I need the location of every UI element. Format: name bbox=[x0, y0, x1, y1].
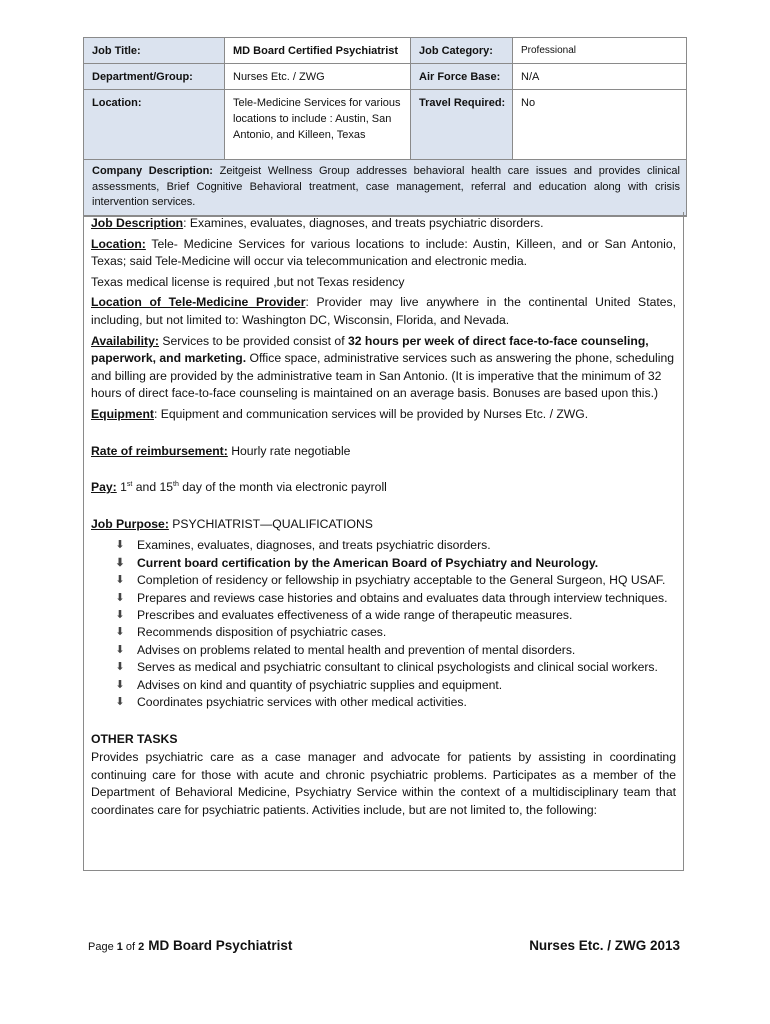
location-paragraph bbox=[91, 236, 676, 271]
qualification-text: Prescribes and evaluates effectiveness of a wide range of therapeutic measures. bbox=[137, 607, 573, 622]
page-number bbox=[88, 941, 144, 953]
down-arrow-bullet-icon: ⬇ bbox=[115, 643, 125, 656]
company-description-label: Company Description: bbox=[92, 165, 213, 177]
list-item bbox=[113, 677, 676, 694]
other-tasks-heading: OTHER TASKS bbox=[91, 732, 178, 747]
page-of: of bbox=[122, 941, 139, 953]
down-arrow-bullet-icon: ⬇ bbox=[115, 556, 125, 569]
job-details-section bbox=[83, 212, 684, 871]
provider-location-paragraph bbox=[91, 294, 676, 329]
job-purpose-text: PSYCHIATRIST—QUALIFICATIONS bbox=[168, 516, 373, 531]
qualification-text: Completion of residency or fellowship in psychiatry acceptable to the General Surgeon, HQ USAF. bbox=[137, 573, 666, 588]
footer-left bbox=[88, 938, 292, 953]
table-row bbox=[84, 160, 687, 216]
availability-paragraph bbox=[91, 333, 676, 403]
table-row bbox=[84, 64, 687, 90]
job-title-value: MD Board Certified Psychiatrist bbox=[225, 38, 411, 64]
job-purpose-paragraph bbox=[91, 516, 676, 534]
air-force-base-value: N/A bbox=[513, 64, 687, 90]
travel-required-value: No bbox=[513, 90, 687, 160]
pay-paragraph bbox=[91, 479, 676, 497]
company-description-text: Zeitgeist Wellness Group addresses behavioral health care issues and provides clinical assessments, Brief Cognitive Behavioral treatment, case management, referral and education along with crisis intervention services. bbox=[92, 165, 680, 208]
reimbursement-paragraph bbox=[91, 443, 676, 461]
equipment-heading: Equipment bbox=[91, 406, 154, 421]
availability-text-post: Office space, administrative services such as answering the phone, scheduling and billing are provided by the administrative team in San Antonio. (It is imperative that the minimum of 32 hours of direct face-to-face counseling is maintained on an average basis. Bonuses are based upon this.) bbox=[91, 351, 675, 401]
job-info-table bbox=[83, 37, 687, 217]
down-arrow-bullet-icon: ⬇ bbox=[115, 539, 125, 552]
list-item bbox=[113, 624, 676, 641]
license-note: Texas medical license is required ,but not Texas residency bbox=[91, 274, 405, 289]
footer-doc-title: MD Board Psychiatrist bbox=[148, 938, 293, 953]
department-label: Department/Group: bbox=[84, 64, 225, 90]
qualification-text: Current board certification by the American Board of Psychiatry and Neurology. bbox=[137, 555, 599, 570]
job-title-label: Job Title: bbox=[84, 38, 225, 64]
department-value: Nurses Etc. / ZWG bbox=[225, 64, 411, 90]
down-arrow-bullet-icon: ⬇ bbox=[115, 574, 125, 587]
availability-heading: Availability: bbox=[91, 333, 159, 348]
list-item bbox=[113, 694, 676, 711]
provider-location-heading: Location of Tele-Medicine Provider bbox=[91, 295, 306, 310]
pay-sup-2: th bbox=[173, 481, 179, 489]
down-arrow-bullet-icon: ⬇ bbox=[115, 695, 125, 708]
equipment-text: : Equipment and communication services will be provided by Nurses Etc. / ZWG. bbox=[153, 406, 589, 421]
availability-text-pre: Services to be provided consist of bbox=[158, 333, 348, 348]
job-description-label: Job Description bbox=[91, 216, 184, 230]
page-total: 2 bbox=[138, 941, 145, 953]
reimbursement-text: Hourly rate negotiable bbox=[227, 443, 351, 458]
qualification-text: Prepares and reviews case histories and obtains and evaluates data through interview techniques. bbox=[137, 590, 668, 605]
availability-text-bold: 32 hours per week of direct face-to-face counseling, paperwork, and marketing. bbox=[91, 333, 649, 366]
qualification-text: Advises on kind and quantity of psychiatric supplies and equipment. bbox=[137, 677, 503, 692]
provider-location-text: : Provider may live anywhere in the continental United States, including, but not limited to: Washington DC, Wisconsin, Florida, and Nevada. bbox=[91, 295, 676, 327]
other-tasks-text: Provides psychiatric care as a case manager and advocate for patients by assisting in coordinating continuing care for those with acute and chronic psychiatric problems. Participates as a member of the Department of Behavioral Medicine, Psychiatry Service within the context of a multidisciplinary team that coordinates care for psychiatric patients. Activities include, but are not limited to, the following: bbox=[91, 749, 676, 817]
pay-text-1: 1 bbox=[116, 480, 127, 495]
footer-company-year: Nurses Etc. / ZWG 2013 bbox=[529, 938, 680, 953]
list-item bbox=[113, 537, 676, 554]
table-row bbox=[84, 90, 687, 160]
pay-text-3: day of the month via electronic payroll bbox=[178, 480, 387, 495]
qualifications-list bbox=[91, 537, 676, 711]
air-force-base-label: Air Force Base: bbox=[411, 64, 513, 90]
down-arrow-bullet-icon: ⬇ bbox=[115, 678, 125, 691]
job-description bbox=[91, 215, 676, 233]
list-item bbox=[113, 590, 676, 607]
down-arrow-bullet-icon: ⬇ bbox=[115, 626, 125, 639]
table-row bbox=[84, 38, 687, 64]
list-item bbox=[113, 607, 676, 624]
location-label: Location: bbox=[84, 90, 225, 160]
list-item bbox=[113, 642, 676, 659]
qualification-text: Advises on problems related to mental health and prevention of mental disorders. bbox=[137, 642, 576, 657]
qualification-text: Examines, evaluates, diagnoses, and treats psychiatric disorders. bbox=[137, 538, 491, 553]
down-arrow-bullet-icon: ⬇ bbox=[115, 591, 125, 604]
page-footer bbox=[88, 938, 684, 958]
qualification-text: Coordinates psychiatric services with other medical activities. bbox=[137, 694, 467, 709]
qualification-text: Recommends disposition of psychiatric cases. bbox=[137, 625, 387, 640]
list-item bbox=[113, 659, 676, 676]
list-item bbox=[113, 572, 676, 589]
travel-required-label: Travel Required: bbox=[411, 90, 513, 160]
location-value: Tele-Medicine Services for various locations to include : Austin, San Antonio, and Killeen, Texas bbox=[225, 90, 411, 160]
job-category-label: Job Category: bbox=[411, 38, 513, 64]
pay-heading: Pay: bbox=[91, 480, 117, 495]
job-description-text: : Examines, evaluates, diagnoses, and treats psychiatric disorders. bbox=[183, 216, 544, 230]
down-arrow-bullet-icon: ⬇ bbox=[115, 608, 125, 621]
pay-sup-1: st bbox=[126, 481, 133, 489]
reimbursement-heading: Rate of reimbursement: bbox=[91, 443, 228, 458]
qualification-text: Serves as medical and psychiatric consultant to clinical psychologists and clinical social workers. bbox=[137, 660, 658, 675]
equipment-paragraph bbox=[91, 406, 676, 424]
pay-text-2: and 15 bbox=[132, 480, 174, 495]
company-description bbox=[84, 160, 687, 216]
page-current: 1 bbox=[116, 941, 123, 953]
list-item bbox=[113, 555, 676, 572]
job-purpose-heading: Job Purpose: bbox=[91, 516, 169, 531]
page-prefix: Page bbox=[88, 941, 117, 953]
down-arrow-bullet-icon: ⬇ bbox=[115, 661, 125, 674]
job-category-value: Professional bbox=[513, 38, 687, 64]
location-heading: Location: bbox=[91, 236, 146, 251]
location-text: Tele- Medicine Services for various locations to include: Austin, Killeen, and or San Antonio, Texas; said Tele-Medicine will occur via telecommunication and electronic media. bbox=[91, 236, 676, 269]
